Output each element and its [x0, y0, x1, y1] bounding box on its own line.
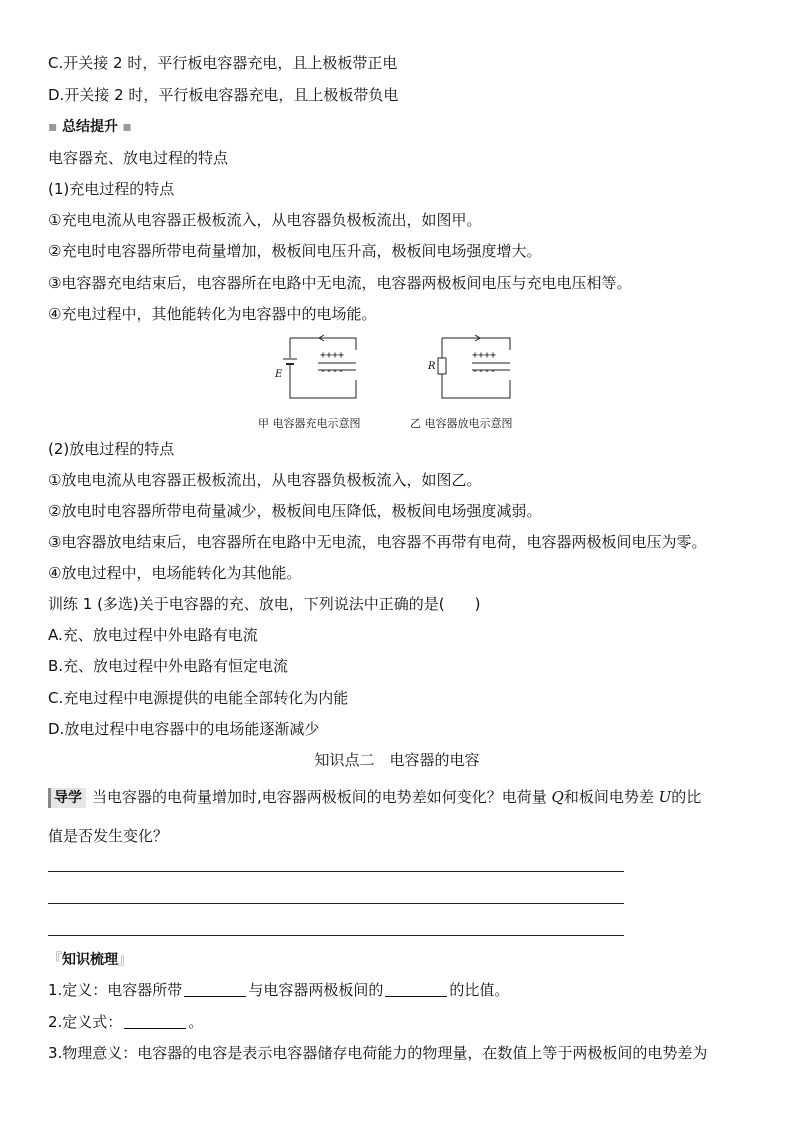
symbol-q: Q: [551, 788, 564, 806]
exercise-option-a: A.充、放电过程中外电路有电流: [48, 626, 258, 644]
left-minus-signs: ----: [320, 366, 345, 377]
discharge-item-3: ③电容器放电结束后，电容器所在电路中无电流，电容器不再带有电荷，电容器两极板间电压为零。: [48, 533, 707, 551]
tag-marker: ▪: [117, 119, 132, 135]
option-c: C.开关接 2 时，平行板电容器充电，且上极板带正电: [48, 54, 398, 72]
figure-caption-charging: 甲 电容器充电示意图: [258, 417, 361, 430]
blank-potential-difference[interactable]: [385, 982, 447, 997]
discharge-title: (2)放电过程的特点: [48, 440, 175, 458]
exercise-option-c: C.充电过程中电源提供的电能全部转化为内能: [48, 689, 349, 707]
option-d: D.开关接 2 时，平行板电容器充电，且上极板带负电: [48, 86, 399, 104]
exercise-stem: 训练 1 (多选)关于电容器的充、放电，下列说法中正确的是( ): [48, 595, 481, 613]
knowledge-tag: [48, 949, 132, 970]
right-minus-signs: ----: [472, 366, 497, 377]
definition-line: [48, 980, 509, 1000]
blank-formula[interactable]: [124, 1014, 186, 1029]
guide-text-a: 当电容器的电荷量增加时,电容器两极板间的电势差如何变化？电荷量: [92, 788, 552, 806]
definition-text-b: 与电容器两极板间的: [248, 981, 384, 999]
symbol-u: U: [658, 788, 672, 806]
charge-item-4: ④充电过程中，其他能转化为电容器中的电场能。: [48, 305, 377, 323]
discharge-item-2: ②放电时电容器所带电荷量减少，极板间电压降低，极板间电场强度减弱。: [48, 502, 542, 520]
formula-text-a: 2.定义式：: [48, 1013, 123, 1031]
left-plus-signs: ++++: [320, 350, 345, 361]
discharge-item-1: ①放电电流从电容器正极板流出，从电容器负极板流入，如图乙。: [48, 471, 482, 489]
right-plus-signs: ++++: [472, 350, 497, 361]
bracket-close: 』: [118, 952, 132, 968]
guide-badge: 导学: [48, 788, 86, 808]
answer-line-1[interactable]: [48, 871, 624, 872]
discharge-item-4: ④放电过程中，电场能转化为其他能。: [48, 564, 302, 582]
exercise-option-b: B.充、放电过程中外电路有恒定电流: [48, 657, 289, 675]
formula-line: [48, 1012, 203, 1032]
summary-tag: [48, 116, 132, 137]
summary-tag-text: 总结提升: [61, 119, 118, 135]
resistor-label-r: R: [428, 361, 436, 372]
bracket-open: 『: [48, 952, 62, 968]
charge-item-1: ①充电电流从电容器正极板流入，从电容器负极板流出，如图甲。: [48, 211, 482, 229]
meaning-line: 3.物理意义：电容器的电容是表示电容器储存电荷能力的物理量，在数值上等于两极板间的电势差为: [48, 1044, 708, 1062]
knowledge-tag-text: 知识梳理: [62, 952, 118, 968]
answer-line-2[interactable]: [48, 903, 624, 904]
exercise-option-d: D.放电过程中电容器中的电场能逐渐减少: [48, 720, 320, 738]
figure-caption-discharging: 乙 电容器放电示意图: [410, 417, 513, 430]
guide-question-line-1: [48, 787, 701, 808]
source-label-e: E: [275, 369, 283, 380]
charge-title: (1)充电过程的特点: [48, 180, 175, 198]
blank-charge[interactable]: [184, 982, 246, 997]
guide-question-line-2: 值是否发生变化？: [48, 827, 169, 845]
section-title: 知识点二 电容器的电容: [314, 751, 480, 769]
answer-line-3[interactable]: [48, 935, 624, 936]
charge-item-3: ③电容器充电结束后，电容器所在电路中无电流，电容器两极板间电压与充电电压相等。: [48, 274, 632, 292]
charge-item-2: ②充电时电容器所带电荷量增加，极板间电压升高，极板间电场强度增大。: [48, 242, 542, 260]
summary-heading: 电容器充、放电过程的特点: [48, 149, 229, 167]
definition-text-a: 1.定义：电容器所带: [48, 981, 183, 999]
tag-marker: ▪: [48, 119, 62, 135]
guide-text-c: 的比: [671, 788, 702, 806]
guide-text-b: 和板间电势差: [563, 788, 659, 806]
definition-text-c: 的比值。: [449, 981, 510, 999]
formula-text-b: 。: [188, 1013, 204, 1031]
